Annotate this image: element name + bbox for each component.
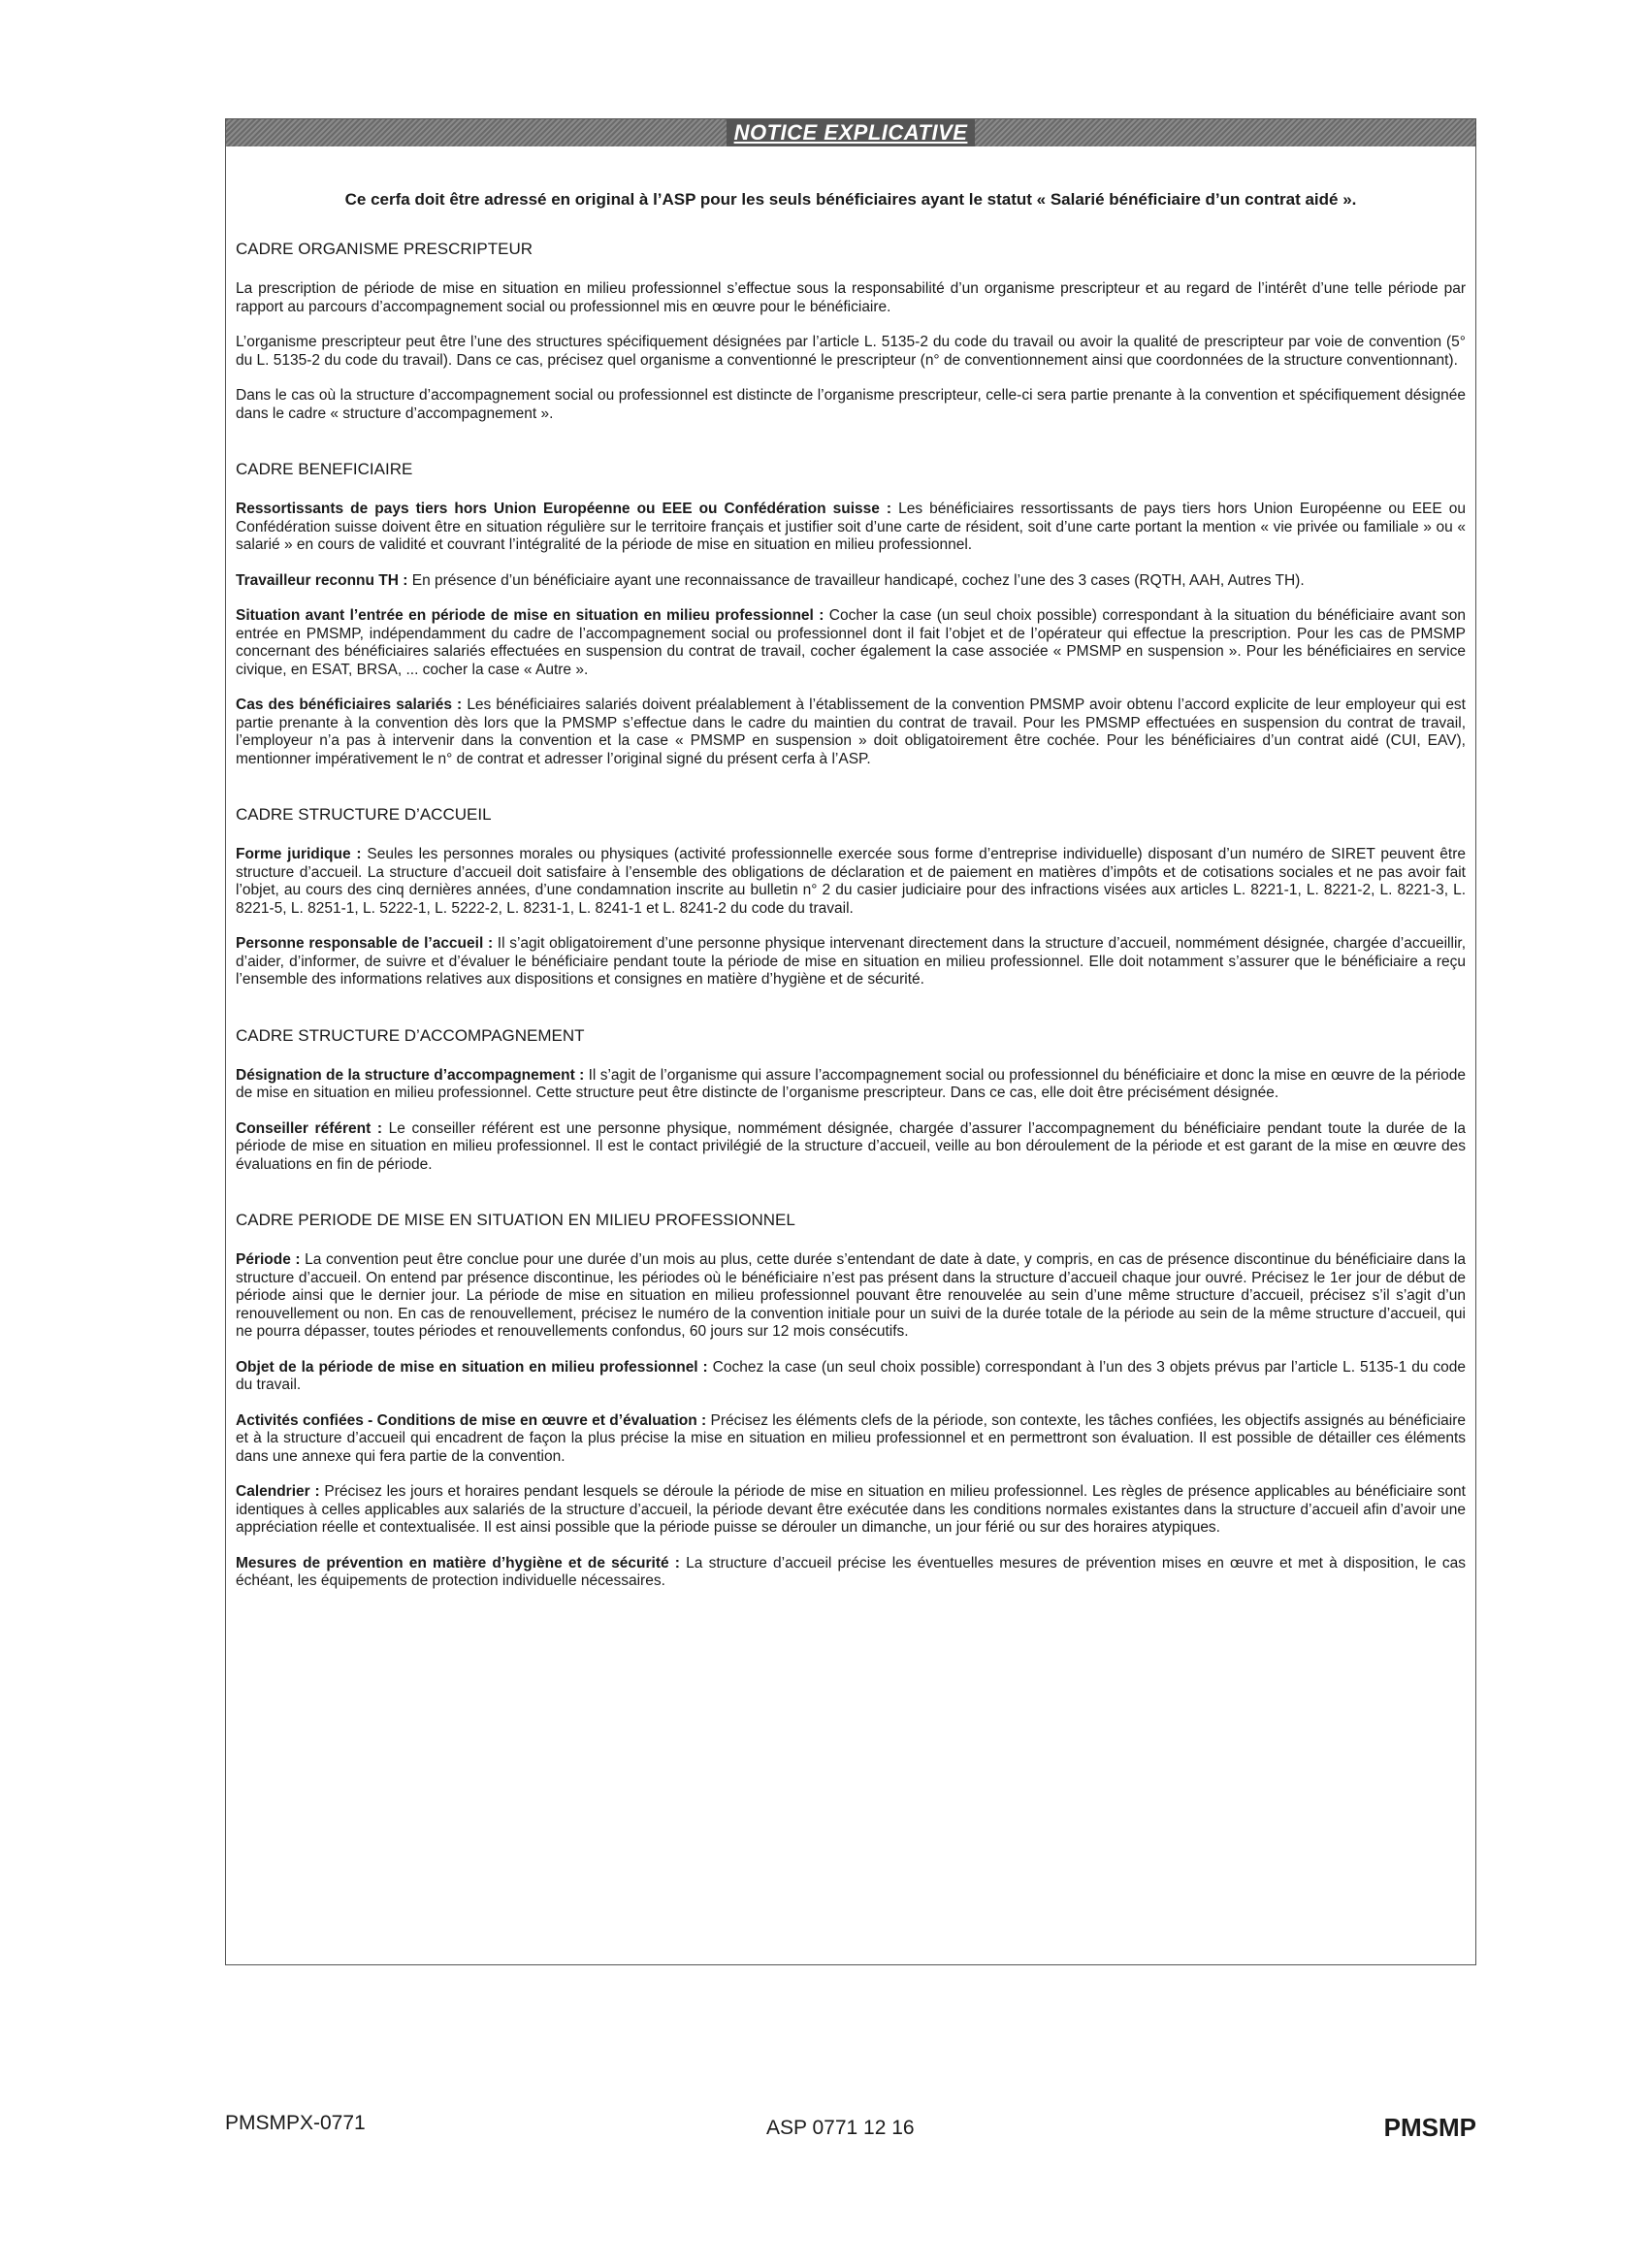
intro-text: Ce cerfa doit être adressé en original à l’ASP pour les seuls bénéficiaires ayant le statut « Salarié bénéficiaire d’un contrat aidé ». [344, 190, 1357, 209]
paragraph-text: Les bénéficiaires salariés doivent préalablement à l’établissement de la convention PMSMP avoir obtenu l’accord explicite de leur employeur qui est partie prenante à la convention dès lors que la PMSMP s’effectue dans le cadre du maintien du contrat de travail. Pour les PMSMP effectuées en suspension du contrat de travail, l’employeur n’a pas à intervenir dans la convention et la case « PMSMP en suspension » doit obligatoirement être cochée. Pour les bénéficiaires d’un contrat aidé (CUI, EAV), mentionner impérativement le n° de contrat et adresser l’original signé du présent cerfa à l’ASP. [236, 697, 1466, 767]
section-paragraph [236, 1555, 1466, 1591]
section-paragraph [236, 697, 1466, 768]
notice-content [236, 146, 1466, 1608]
paragraph-text: Précisez les jours et horaires pendant lesquels se déroule la période de mise en situation en milieu professionnel. Les règles de présence applicables au bénéficiaire sont identiques à celles applicables aux salariés de la structure d’accueil, la période devant être exécutée dans les conditions normales existantes dans la structure d’accueil afin d’avoir une appréciation réelle et contextualisée. Il est ainsi possible que la période puisse se dérouler un dimanche, un jour férié ou sur des horaires atypiques. [236, 1483, 1466, 1536]
paragraph-text: En présence d’un bénéficiaire ayant une reconnaissance de travailleur handicapé, cochez l’une des 3 cases (RQTH, AAH, Autres TH). [407, 571, 1305, 589]
section-paragraph [236, 846, 1466, 918]
paragraph-text: Précisez les éléments clefs de la période, son contexte, les tâches confiées, les objectifs assignés au bénéficiaire et à la structure d’accueil qui encadrent de façon la plus précise la mise en situation en milieu professionnel et en permettront son évaluation. Il est possible de détailler ces éléments dans une annexe qui fera partie de la convention. [236, 1411, 1467, 1465]
paragraph-lead: Conseiller référent : [236, 1119, 383, 1137]
section-paragraph [236, 1067, 1466, 1103]
section-paragraph [236, 1483, 1466, 1538]
paragraph-lead: Cas des bénéficiaires salariés : [236, 697, 463, 713]
footer-form-code: PMSMPX-0771 [225, 2112, 366, 2134]
paragraph-lead: Mesures de prévention en matière d’hygiène et de sécurité : [236, 1554, 680, 1571]
footer-asp-reference: ASP 0771 12 16 [766, 2117, 915, 2139]
section-paragraph [236, 607, 1466, 679]
section-title: CADRE ORGANISME PRESCRIPTEUR [236, 240, 534, 258]
paragraph-lead: Désignation de la structure d’accompagnement : [236, 1066, 585, 1084]
paragraph-lead: Ressortissants de pays tiers hors Union Européenne ou EEE ou Confédération suisse : [236, 501, 892, 517]
paragraph-text: Cochez la case (un seul choix possible) correspondant à l’un des 3 objets prévus par l’article L. 5135-1 du code du travail. [236, 1358, 1466, 1393]
section-paragraph [236, 387, 1466, 423]
footer-form-name: PMSMP [1383, 2113, 1476, 2142]
section-paragraph [236, 935, 1466, 989]
paragraph-lead: Objet de la période de mise en situation en milieu professionnel : [236, 1358, 708, 1376]
paragraph-text: Il s’agit obligatoirement d’une personne physique intervenant directement dans la structure d’accueil, nommément désignée, chargée d’accueillir, d’aider, d’informer, de suivre et d’évaluer le bénéficiaire pendant toute la période de mise en situation en milieu professionnel. Elle doit notamment s’assurer que le bénéficiaire a reçu l’ensemble des informations relatives aux dispositions et consignes en matière d’hygiène et de sécurité. [236, 935, 1466, 988]
section-paragraph [236, 1120, 1466, 1175]
paragraph-lead: Situation avant l’entrée en période de mise en situation en milieu professionnel : [236, 607, 824, 624]
paragraph-text: Seules les personnes morales ou physiques (activité professionnelle exercée sous forme d’entreprise individuelle) disposant d’un numéro de SIRET peuvent être structure d’accueil. La structure d’accueil doit satisfaire à l’ensemble des obligations de déclaration et de paiement en matières d’impôts et de cotisations sociales et ne pas avoir fait l’objet, au cours des cinq dernières années, d’une condamnation inscrite au bulletin n° 2 du casier judiciaire pour des infractions visées aux articles L. 8221-1, L. 8221-2, L. 8221-3, L. 8221-5, L. 8251-1, L. 5222-1, L. 5222-2, L. 8231-1, L. 8241-1 et L. 8241-2 du code du travail. [236, 846, 1466, 917]
section-paragraph [236, 1412, 1466, 1467]
paragraph-lead: Travailleur reconnu TH : [236, 571, 408, 589]
paragraph-lead: Activités confiées - Conditions de mise en œuvre et d’évaluation : [236, 1411, 707, 1429]
section-title: CADRE STRUCTURE D’ACCOMPAGNEMENT [236, 1025, 585, 1045]
paragraph-lead: Personne responsable de l’accueil : [236, 935, 494, 952]
paragraph-text: Dans le cas où la structure d’accompagnement social ou professionnel est distincte de l’organisme prescripteur, celle-ci sera partie prenante à la convention et spécifiquement désignée dans le cadre « structure d’accompagnement ». [236, 387, 1466, 422]
sections-container [236, 240, 1466, 1591]
section-paragraph [236, 1359, 1466, 1395]
section-paragraph [236, 501, 1466, 555]
section-title: CADRE BENEFICIAIRE [236, 460, 413, 478]
section-paragraph [236, 334, 1466, 370]
section-title: CADRE PERIODE DE MISE EN SITUATION EN MILIEU PROFESSIONNEL [236, 1211, 795, 1229]
paragraph-text: La structure d’accueil précise les éventuelles mesures de prévention mises en œuvre et met à disposition, le cas échéant, les équipements de protection individuelle nécessaires. [236, 1554, 1467, 1589]
notice-title: NOTICE EXPLICATIVE [727, 119, 976, 146]
paragraph-text: La convention peut être conclue pour une durée d’un mois au plus, cette durée s’entendant de date à date, y compris, en cas de présence discontinue du bénéficiaire dans la structure d’accueil. On entend par présence discontinue, les périodes où le bénéficiaire n’est pas présent dans la structure d’accueil chaque jour ouvré. Précisez le 1er jour de début de période ainsi que le dernier jour. La période de mise en situation en milieu professionnel pouvant être renouvelée au sein d’une même structure d’accueil, précisez s’il s’agit d’un renouvellement ou non. En cas de renouvellement, précisez le numéro de la convention initiale pour un suivi de la durée totale de la période au sein de la même structure d’accueil, qui ne pourra dépasser, toutes périodes et renouvellements confondus, 60 jours sur 12 mois consécutifs. [236, 1251, 1466, 1340]
section-paragraph [236, 572, 1466, 591]
paragraph-lead: Calendrier : [236, 1483, 320, 1500]
paragraph-text: Cocher la case (un seul choix possible) correspondant à la situation du bénéficiaire avant son entrée en PMSMP, indépendamment du cadre de l’accompagnement social ou professionnel dont il fait l’objet et de l’opérateur qui effectue la prescription. Pour les cas de PMSMP concernant des bénéficiaires salariés effectuées en suspension du contrat de travail, cocher également la case associée « PMSMP en suspension ». Pour les bénéficiaires en service civique, en ESAT, BRSA, ... cocher la case « Autre ». [236, 607, 1466, 678]
notice-frame [225, 118, 1476, 1965]
section-title: CADRE STRUCTURE D’ACCUEIL [236, 805, 492, 824]
paragraph-text: L’organisme prescripteur peut être l’une des structures spécifiquement désignées par l’article L. 5135-2 du code du travail ou avoir la qualité de prescripteur par voie de convention (5° du L. 5135-2 du code du travail). Dans ce cas, précisez quel organisme a conventionné le prescripteur (n° de conventionnement ainsi que coordonnées de la structure conventionnant). [236, 334, 1466, 369]
paragraph-text: Le conseiller référent est une personne physique, nommément désignée, chargée d’assurer l’accompagnement du bénéficiaire pendant toute la durée de la période de mise en situation en milieu professionnel. Il est le contact privilégié de la structure d’accueil, veille au bon déroulement de la période et est garant de la mise en œuvre des évaluations en fin de période. [236, 1119, 1466, 1173]
paragraph-lead: Période : [236, 1251, 301, 1268]
notice-banner [226, 119, 1475, 146]
section-paragraph [236, 1251, 1466, 1342]
paragraph-lead: Forme juridique : [236, 846, 362, 862]
section-paragraph [236, 280, 1466, 316]
paragraph-text: Il s’agit de l’organisme qui assure l’accompagnement social ou professionnel du bénéficiaire et donc la mise en œuvre de la période de mise en situation en milieu professionnel. Cette structure peut être distincte de l’organisme prescripteur. Dans ce cas, elle doit être précisément désignée. [236, 1066, 1466, 1101]
paragraph-text: La prescription de période de mise en situation en milieu professionnel s’effectue sous la responsabilité d’un organisme prescripteur et au regard de l’intérêt d’une telle période par rapport au parcours d’accompagnement social ou professionnel mis en œuvre pour le bénéficiaire. [236, 280, 1466, 315]
paragraph-text: Les bénéficiaires ressortissants de pays tiers hors Union Européenne ou EEE ou Confédération suisse doivent être en situation régulière sur le territoire français et justifier soit d’une carte de résident, soit d’une carte portant la mention « vie privée ou familiale » ou « salarié » en cours de validité et couvrant l’intégralité de la période de mise en situation en milieu professionnel. [236, 501, 1466, 553]
